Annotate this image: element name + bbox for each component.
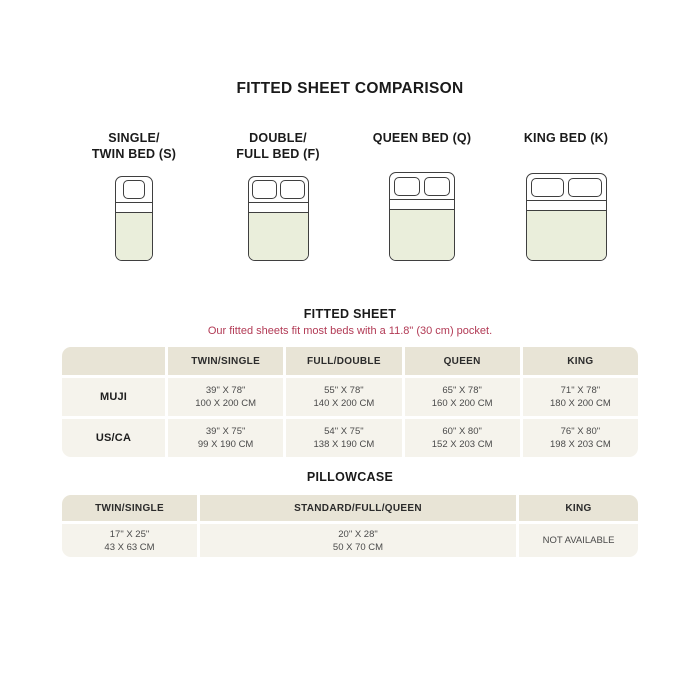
pillowcase-heading: PILLOWCASE (306, 470, 394, 484)
row-label-muji: MUJI (62, 378, 165, 416)
size-cm: 160 X 200 CM (431, 398, 493, 409)
bed-label-line: FULL BED (F) (236, 146, 320, 161)
bed-label-line: KING BED (K) (523, 131, 609, 145)
size-cell (523, 378, 638, 416)
bed-column-single (62, 131, 206, 261)
pillow-zone (527, 174, 606, 201)
pillow-zone (390, 173, 454, 200)
row-label-us-ca: US/CA (62, 419, 165, 457)
bed-icon-single (115, 176, 153, 261)
size-inches: 39" X 78" (205, 385, 246, 396)
pillowcase-table (62, 495, 638, 557)
pillow-zone (116, 177, 152, 203)
size-cm: 50 X 70 CM (332, 541, 384, 553)
fitted-sheet-table (62, 347, 638, 457)
bed-icon-king (526, 173, 607, 261)
pillow-icon (280, 180, 305, 199)
bed-icon-double (248, 176, 309, 261)
size-inches: 54" X 75" (324, 426, 364, 437)
size-cell (286, 378, 401, 416)
size-inches: 20" X 28" (338, 528, 378, 540)
bed-illustration-zone (389, 167, 455, 261)
page-title: FITTED SHEET COMPARISON (236, 80, 464, 97)
column-header-king: KING (519, 495, 638, 521)
size-inches: 76" X 80" (560, 426, 601, 437)
size-cm: 140 X 200 CM (313, 398, 375, 409)
blanket-area (249, 212, 308, 260)
size-cell (405, 378, 520, 416)
pillow-icon (568, 178, 602, 197)
bed-label-line: DOUBLE/ (249, 131, 307, 145)
pillow-icon (394, 177, 420, 196)
size-cell (405, 419, 520, 457)
column-header-standard-full-queen: STANDARD/FULL/QUEEN (200, 495, 516, 521)
page (62, 0, 638, 557)
size-cm: 100 X 200 CM (195, 398, 256, 409)
size-cm: 152 X 203 CM (431, 439, 493, 450)
size-inches: 71" X 78" (560, 385, 601, 396)
availability-text: NOT AVAILABLE (542, 535, 615, 546)
sheet-band (527, 201, 606, 210)
bed-illustration-zone (526, 167, 607, 261)
size-cm: 138 X 190 CM (313, 439, 375, 450)
size-cell (168, 378, 283, 416)
bed-column-double (206, 131, 350, 261)
size-cell (286, 419, 401, 457)
bed-label-single (92, 131, 176, 167)
size-cell (523, 419, 638, 457)
bed-column-king (494, 131, 638, 261)
column-header-full-double: FULL/DOUBLE (286, 347, 401, 375)
sheet-band (390, 200, 454, 209)
blanket-area (527, 210, 606, 260)
bed-label-line: TWIN BED (S) (91, 146, 177, 161)
column-header-twin-single: TWIN/SINGLE (62, 495, 197, 521)
fitted-sheet-heading: FITTED SHEET (303, 307, 397, 321)
bed-label-queen (373, 131, 471, 167)
size-inches: 65" X 78" (442, 385, 482, 396)
pocket-note: Our fitted sheets fit most beds with a 11.8" (30 cm) pocket. (207, 325, 493, 337)
size-cell (168, 419, 283, 457)
column-header-queen: QUEEN (405, 347, 520, 375)
sheet-band (249, 203, 308, 212)
column-header-king: KING (523, 347, 638, 375)
bed-icon-queen (389, 172, 455, 261)
pillow-zone (249, 177, 308, 203)
sheet-band (116, 203, 152, 212)
size-cell (62, 524, 197, 557)
size-cm: 180 X 200 CM (550, 398, 611, 409)
bed-label-double (236, 131, 319, 167)
size-inches: 55" X 78" (324, 385, 364, 396)
bed-illustration-zone (115, 167, 153, 261)
pillow-icon (252, 180, 277, 199)
column-header-twin-single: TWIN/SINGLE (168, 347, 283, 375)
size-cell (200, 524, 516, 557)
pillow-icon (531, 178, 565, 197)
size-cm: 198 X 203 CM (550, 439, 611, 450)
bed-label-line: QUEEN BED (Q) (372, 131, 472, 145)
pillow-icon (424, 177, 450, 196)
size-inches: 39" X 75" (205, 426, 246, 437)
blanket-area (116, 212, 152, 260)
size-cm: 99 X 190 CM (197, 439, 254, 450)
bed-label-king (524, 131, 608, 167)
availability-cell (519, 524, 638, 557)
bed-illustration-zone (248, 167, 309, 261)
pillow-icon (123, 180, 145, 199)
bed-column-queen (350, 131, 494, 261)
size-cm: 43 X 63 CM (104, 541, 155, 553)
blanket-area (390, 209, 454, 260)
bed-label-line: SINGLE/ (108, 131, 160, 145)
bed-comparison-row (62, 131, 638, 261)
size-inches: 17" X 25" (109, 528, 150, 540)
column-header-empty (62, 347, 165, 375)
size-inches: 60" X 80" (442, 426, 482, 437)
